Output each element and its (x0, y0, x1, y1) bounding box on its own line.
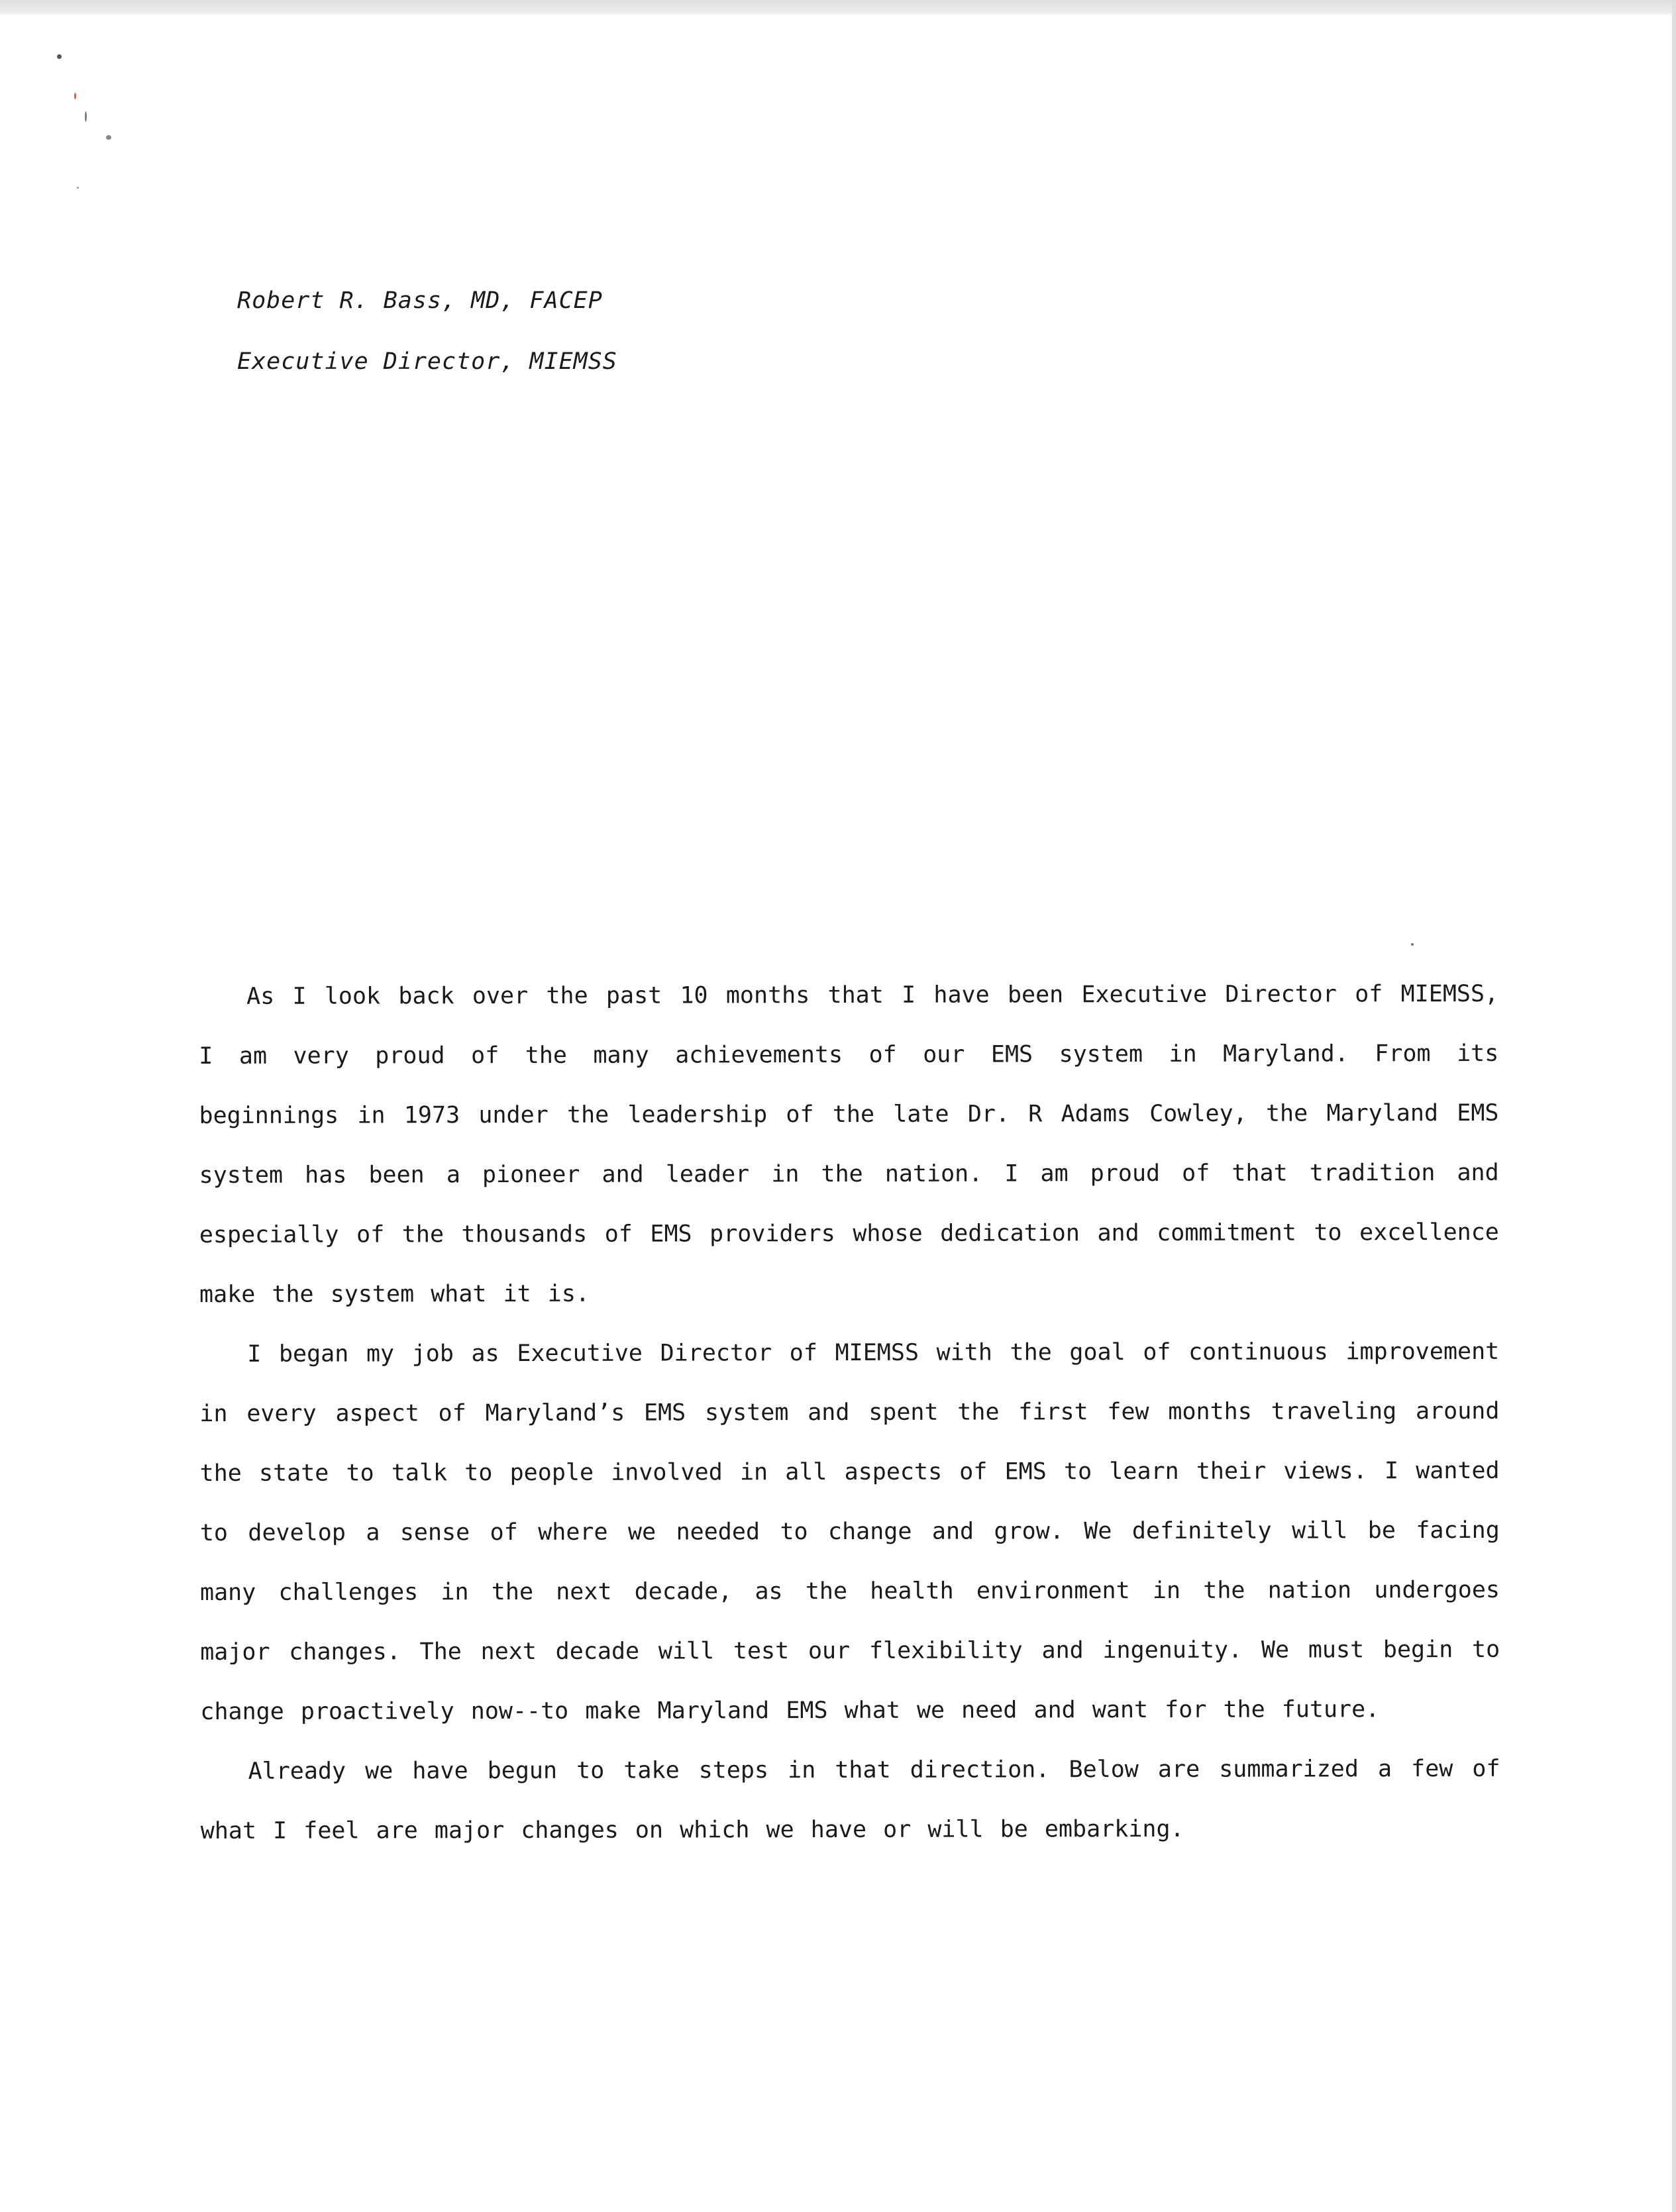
scan-speck (77, 187, 79, 189)
scan-speck (74, 93, 76, 99)
paragraph: I began my job as Executive Director of MIEMSS with the goal of continuous improvement in every aspect of Maryland’s EMS system and spent the first few months traveling around the state to talk to people involved in all aspects of EMS to learn their views. I wanted to develop a sense of where we needed to change and grow. We definitely will be facing many challenges in the next decade, as the health environment in the nation undergoes major changes. The next decade will test our flexibility and ingenuity. We must begin to change proactively now--to make Maryland EMS what we need and want for the future. (199, 1338, 1500, 1725)
scan-speck (106, 135, 111, 140)
letter-body (199, 964, 1500, 1861)
signature-block (237, 270, 617, 392)
paragraph: As I look back over the past 10 months that I have been Executive Director of MIEMSS, I am very proud of the many achievements of our EMS system in Maryland. From its beginnings in 1973 under the leadership of the late Dr. R Adams Cowley, the Maryland EMS system has been a pioneer and leader in the nation. I am proud of that tradition and especially of the thousands of EMS providers whose dedication and commitment to excellence make the system what it is. (199, 980, 1499, 1308)
scan-speck (85, 111, 87, 122)
scan-speck (1411, 943, 1414, 946)
author-title: Executive Director, MIEMSS (237, 348, 617, 375)
paragraph: Already we have begun to take steps in that direction. Below are summarized a few of what I feel are major changes on which we have or will be embarking. (200, 1755, 1500, 1844)
author-name: Robert R. Bass, MD, FACEP (237, 287, 603, 314)
scan-edge (0, 0, 1676, 15)
scan-edge (1672, 0, 1676, 2212)
scan-speck (57, 54, 62, 59)
